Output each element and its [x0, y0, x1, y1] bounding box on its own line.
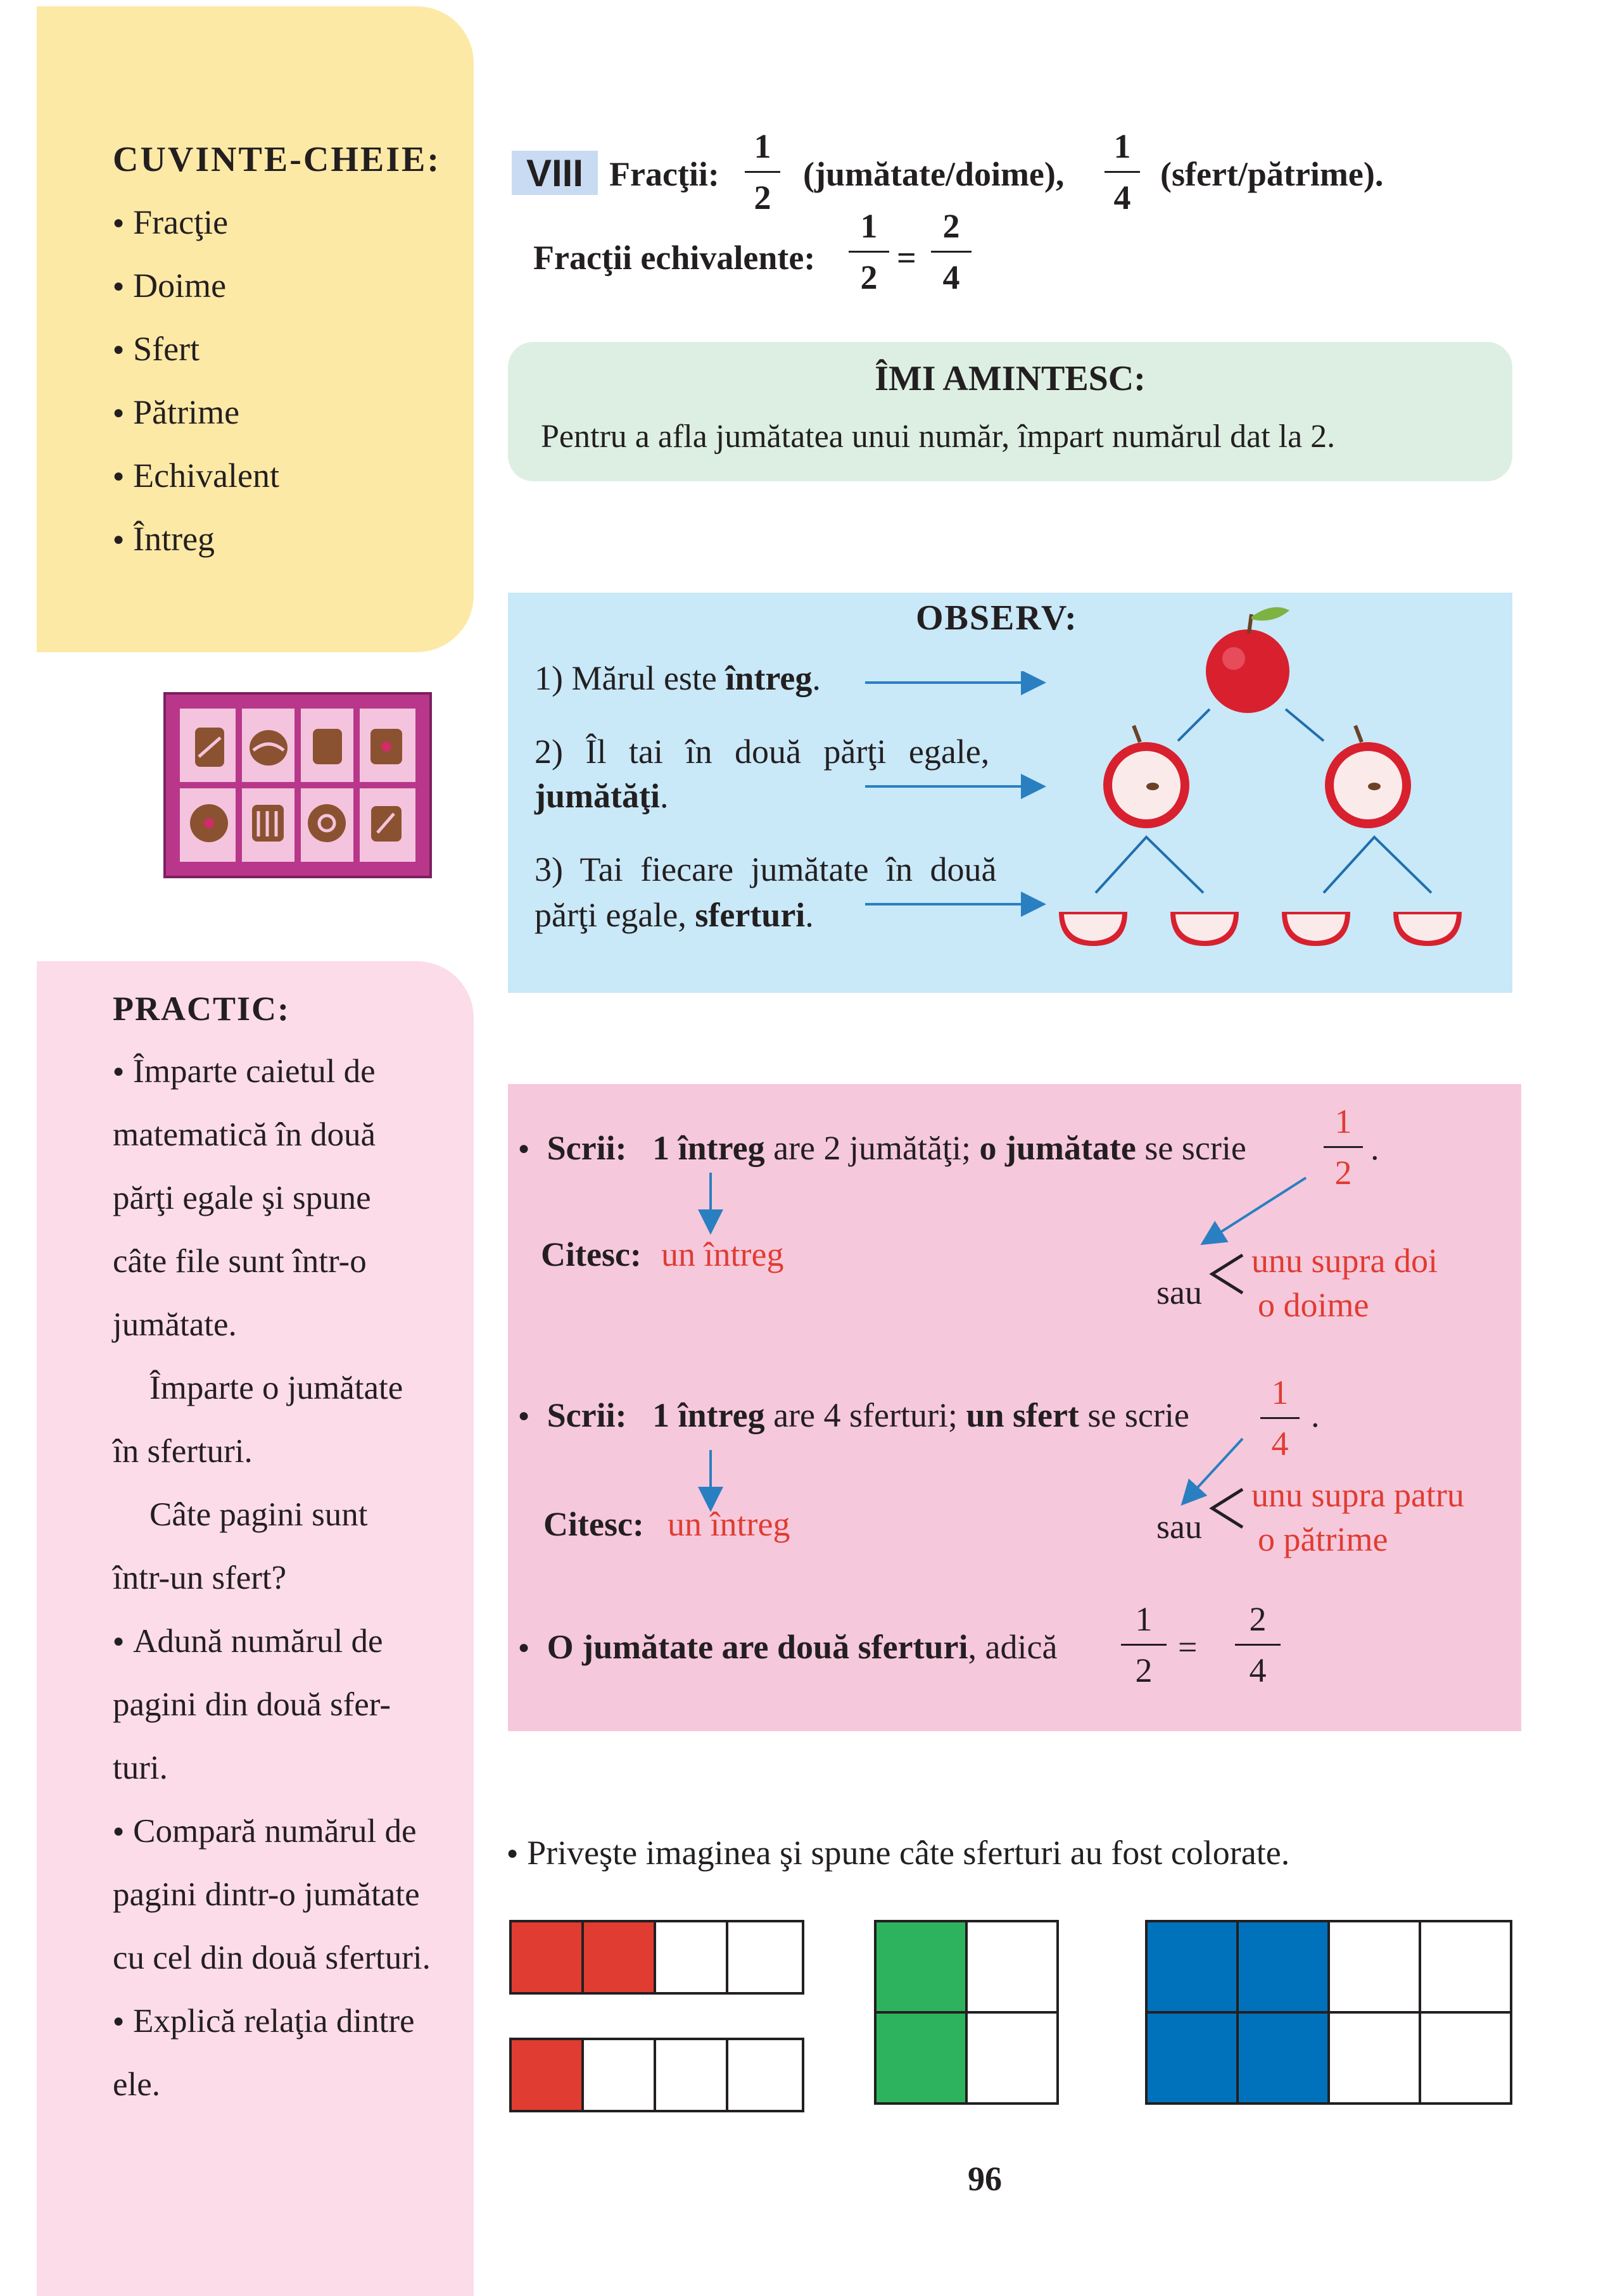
shaded-cell: [1145, 1920, 1239, 2014]
write-quarter-line: ● Scrii: 1 întreg are 4 sferturi; un sfert se scrie: [518, 1396, 1189, 1435]
pink-box-arrows: [508, 1084, 1521, 1565]
keywords-title: CUVINTE-CHEIE:: [113, 140, 441, 179]
keyword-item: ● Doime: [113, 266, 226, 305]
practice-line: turi.: [113, 1750, 168, 1786]
apple-quarter-icon: [1282, 912, 1350, 946]
quarter-read-1: unu supra patru: [1251, 1476, 1464, 1514]
shaded-cell: [1236, 2011, 1330, 2105]
observe-line-2b: jumătăţi.: [535, 777, 669, 815]
practice-line: într-un sfert?: [113, 1560, 287, 1596]
empty-cell: [1327, 2011, 1421, 2105]
practice-title: PRACTIC:: [113, 990, 290, 1028]
equals-sign: =: [1178, 1628, 1198, 1666]
practice-line: ● Împarte caietul de: [113, 1052, 376, 1090]
observe-line-3b: părţi egale, sferturi.: [535, 896, 814, 934]
empty-quarter: [965, 2011, 1059, 2105]
observe-line-2: 2) Îl tai în două părţi egale,: [535, 733, 990, 771]
practice-line: ● Explică relaţia dintre: [113, 2002, 415, 2040]
read-label: Citesc:: [541, 1235, 642, 1273]
fraction-two-quarters-eq2: 2 4: [1235, 1599, 1281, 1690]
exercise-instruction: ● Priveşte imaginea şi spune câte sferturi au fost colorate.: [507, 1833, 1289, 1872]
empty-quarter: [654, 2038, 728, 2112]
read-label: Citesc:: [543, 1505, 644, 1543]
keyword-item: ● Întreg: [113, 519, 215, 558]
whole-apple-icon: [1206, 607, 1289, 713]
fraction-half: 1 2: [745, 127, 780, 217]
equivalent-label: Fracţii echivalente:: [533, 239, 816, 277]
fraction-half-red: 1 2: [1324, 1102, 1363, 1192]
practice-line: ● Adună numărul de: [113, 1622, 383, 1660]
shaded-cell: [1145, 2011, 1239, 2105]
fraction-quarter-red: 1 4: [1260, 1373, 1300, 1463]
practice-line: pagini din două sfer-: [113, 1686, 391, 1723]
quarter-read-2: o pătrime: [1258, 1520, 1388, 1558]
page-number: 96: [968, 2160, 1002, 2198]
apple-quarter-icon: [1059, 912, 1127, 946]
keyword-item: ● Pătrime: [113, 393, 239, 432]
or-label: sau: [1156, 1273, 1202, 1311]
or-label: sau: [1156, 1508, 1202, 1546]
period: .: [1371, 1129, 1379, 1167]
shaded-quarter: [874, 2011, 968, 2105]
empty-quarter: [965, 1920, 1059, 2014]
half-note: (jumătate/doime),: [803, 155, 1065, 193]
keyword-item: ● Fracţie: [113, 203, 228, 242]
observe-arrows: [861, 671, 1051, 924]
shaded-cell: [1236, 1920, 1330, 2014]
fraction-two-quarters: 2 4: [931, 206, 972, 297]
apple-quarter-icon: [1170, 912, 1239, 946]
shaded-quarter: [874, 1920, 968, 2014]
chapter-badge: VIII: [512, 151, 598, 195]
chocolate-box-illustration: [158, 687, 437, 883]
fractions-label: Fracţii:: [609, 155, 719, 193]
keywords-panel: [37, 6, 474, 652]
practice-line: părţi egale şi spune: [113, 1180, 371, 1216]
practice-line: jumătate.: [113, 1306, 237, 1343]
remember-title: ÎMI AMINTESC:: [875, 359, 1146, 398]
apple-half-icon: [1325, 726, 1411, 828]
practice-line: matematică în două: [113, 1116, 376, 1153]
one-whole-read: un întreg: [668, 1505, 790, 1543]
keyword-item: ● Sfert: [113, 329, 199, 369]
practice-line: Împarte o jumătate: [149, 1370, 403, 1406]
practice-line: câte file sunt într-o: [113, 1243, 367, 1280]
equivalence-line: ● O jumătate are două sferturi, adică: [518, 1627, 1057, 1667]
half-read-2: o doime: [1258, 1286, 1369, 1324]
shaded-quarter: [581, 1920, 656, 1995]
empty-cell: [1419, 2011, 1512, 2105]
empty-quarter: [726, 2038, 804, 2112]
shaded-quarter: [509, 2038, 584, 2112]
apple-quarter-icon: [1393, 912, 1462, 946]
empty-quarter: [654, 1920, 728, 1995]
observe-title: OBSERV:: [916, 598, 1078, 638]
fraction-half-eq2: 1 2: [1121, 1599, 1167, 1690]
apple-diagram: [1051, 602, 1482, 956]
practice-line: pagini dintr-o jumătate: [113, 1876, 420, 1913]
quarter-note: (sfert/pătrime).: [1160, 155, 1384, 193]
apple-half-icon: [1103, 726, 1189, 828]
equals-sign: =: [897, 239, 916, 277]
empty-quarter: [726, 1920, 804, 1995]
period: .: [1311, 1396, 1320, 1434]
remember-text: Pentru a afla jumătatea unui număr, împart numărul dat la 2.: [541, 419, 1336, 455]
fraction-half-eq: 1 2: [849, 206, 889, 297]
empty-cell: [1327, 1920, 1421, 2014]
observe-line-3: 3) Tai fiecare jumătate în două: [535, 850, 997, 888]
write-half-line: ● Scrii: 1 întreg are 2 jumătăţi; o jumătate se scrie: [518, 1128, 1246, 1168]
one-whole-read: un întreg: [661, 1235, 784, 1273]
practice-line: în sferturi.: [113, 1433, 253, 1470]
practice-line: ● Compară numărul de: [113, 1812, 417, 1850]
empty-quarter: [581, 2038, 656, 2112]
keyword-item: ● Echivalent: [113, 456, 279, 495]
practice-line: ele.: [113, 2066, 161, 2103]
practice-line: cu cel din două sferturi.: [113, 1940, 431, 1976]
practice-line: Câte pagini sunt: [149, 1496, 368, 1533]
fraction-quarter: 1 4: [1105, 127, 1140, 217]
observe-line-1: 1) Mărul este întreg.: [535, 659, 821, 697]
half-read-1: unu supra doi: [1251, 1242, 1438, 1280]
empty-cell: [1419, 1920, 1512, 2014]
shaded-quarter: [509, 1920, 584, 1995]
